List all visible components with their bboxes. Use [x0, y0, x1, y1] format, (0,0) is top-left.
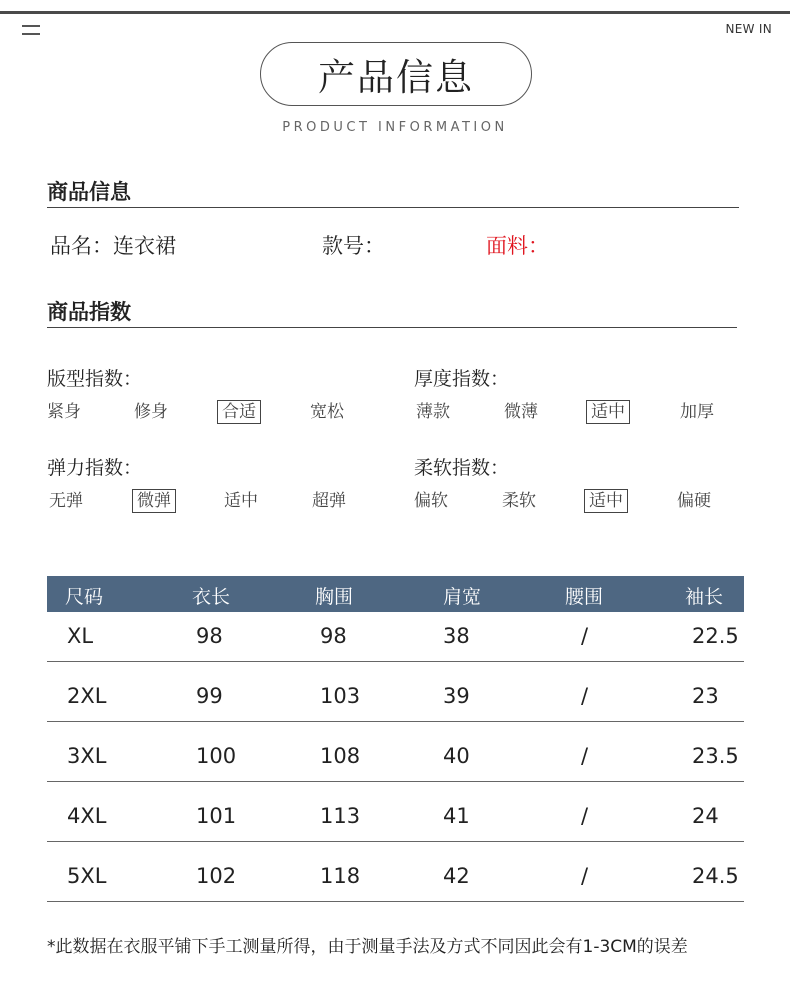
- size-table-cell: /: [581, 624, 589, 648]
- page-subtitle: PRODUCT INFORMATION: [282, 120, 508, 135]
- product-name: 品名：连衣裙: [50, 234, 176, 258]
- thickness-option-4: 加厚: [680, 402, 714, 422]
- size-table-header-cell: 腰围: [565, 586, 604, 608]
- size-table-row: [47, 722, 744, 782]
- size-table-cell: 3XL: [67, 744, 107, 768]
- size-table-row: [47, 662, 744, 722]
- size-table-cell: 22.5: [692, 624, 739, 648]
- size-table-header-cell: 袖长: [685, 586, 724, 608]
- new-in-label: NEW IN: [725, 22, 772, 36]
- size-table-row: [47, 842, 744, 902]
- fit-index-title: 版型指数：: [47, 368, 143, 390]
- softness-option-2: 柔软: [502, 491, 536, 511]
- size-table-cell: 108: [320, 744, 361, 768]
- size-table: [47, 576, 744, 902]
- size-table-cell: /: [581, 744, 589, 768]
- size-table-cell: /: [581, 864, 589, 888]
- thickness-option-3: 适中: [586, 400, 630, 424]
- size-table-cell: 23: [692, 684, 719, 708]
- size-table-cell: 24.5: [692, 864, 739, 888]
- product-info-divider: [47, 207, 739, 208]
- size-table-cell: 39: [443, 684, 470, 708]
- top-divider-bar: [0, 11, 790, 14]
- size-table-cell: 38: [443, 624, 470, 648]
- size-table-header-cell: 肩宽: [443, 586, 482, 608]
- size-table-cell: 99: [196, 684, 223, 708]
- size-table-cell: 5XL: [67, 864, 107, 888]
- size-table-cell: XL: [67, 624, 94, 648]
- indices-heading: 商品指数: [47, 300, 131, 324]
- size-table-cell: 40: [443, 744, 470, 768]
- size-table-cell: 98: [320, 624, 347, 648]
- softness-option-1: 偏软: [414, 491, 448, 511]
- style-number: 款号：: [322, 234, 385, 258]
- indices-divider: [47, 327, 737, 328]
- size-table-row: [47, 612, 744, 662]
- thickness-option-2: 微薄: [504, 402, 538, 422]
- size-table-cell: 41: [443, 804, 470, 828]
- size-table-cell: /: [581, 804, 589, 828]
- thickness-index-title: 厚度指数：: [414, 368, 510, 390]
- fit-option-3: 合适: [217, 400, 261, 424]
- size-table-cell: 113: [320, 804, 361, 828]
- size-table-cell: 118: [320, 864, 361, 888]
- size-table-cell: 100: [196, 744, 237, 768]
- size-table-cell: /: [581, 684, 589, 708]
- size-table-cell: 98: [196, 624, 223, 648]
- softness-index-title: 柔软指数：: [414, 457, 510, 479]
- size-table-cell: 24: [692, 804, 719, 828]
- size-table-cell: 102: [196, 864, 237, 888]
- elasticity-option-4: 超弹: [312, 491, 346, 511]
- size-table-row: [47, 782, 744, 842]
- elasticity-option-1: 无弹: [49, 491, 83, 511]
- size-table-header-cell: 尺码: [65, 586, 104, 608]
- elasticity-option-2: 微弹: [132, 489, 176, 513]
- softness-option-3: 适中: [584, 489, 628, 513]
- fit-option-2: 修身: [134, 402, 168, 422]
- size-table-cell: 101: [196, 804, 237, 828]
- size-table-cell: 2XL: [67, 684, 107, 708]
- size-table-header-cell: 胸围: [315, 586, 354, 608]
- fabric-label: 面料：: [486, 234, 549, 258]
- size-table-cell: 4XL: [67, 804, 107, 828]
- measurement-footnote: *此数据在衣服平铺下手工测量所得，由于测量手法及方式不同因此会有1-3CM的误差: [47, 937, 688, 957]
- size-table-cell: 23.5: [692, 744, 739, 768]
- size-table-cell: 42: [443, 864, 470, 888]
- softness-option-4: 偏硬: [677, 491, 711, 511]
- size-table-header: [47, 576, 744, 612]
- size-table-header-cell: 衣长: [192, 586, 231, 608]
- page-title: 产品信息: [260, 42, 532, 106]
- product-info-heading: 商品信息: [47, 180, 131, 204]
- thickness-option-1: 薄款: [416, 402, 450, 422]
- size-table-cell: 103: [320, 684, 361, 708]
- elasticity-option-3: 适中: [224, 491, 258, 511]
- fit-option-1: 紧身: [47, 402, 81, 422]
- menu-icon[interactable]: [22, 25, 40, 37]
- elasticity-index-title: 弹力指数：: [47, 457, 143, 479]
- fit-option-4: 宽松: [310, 402, 344, 422]
